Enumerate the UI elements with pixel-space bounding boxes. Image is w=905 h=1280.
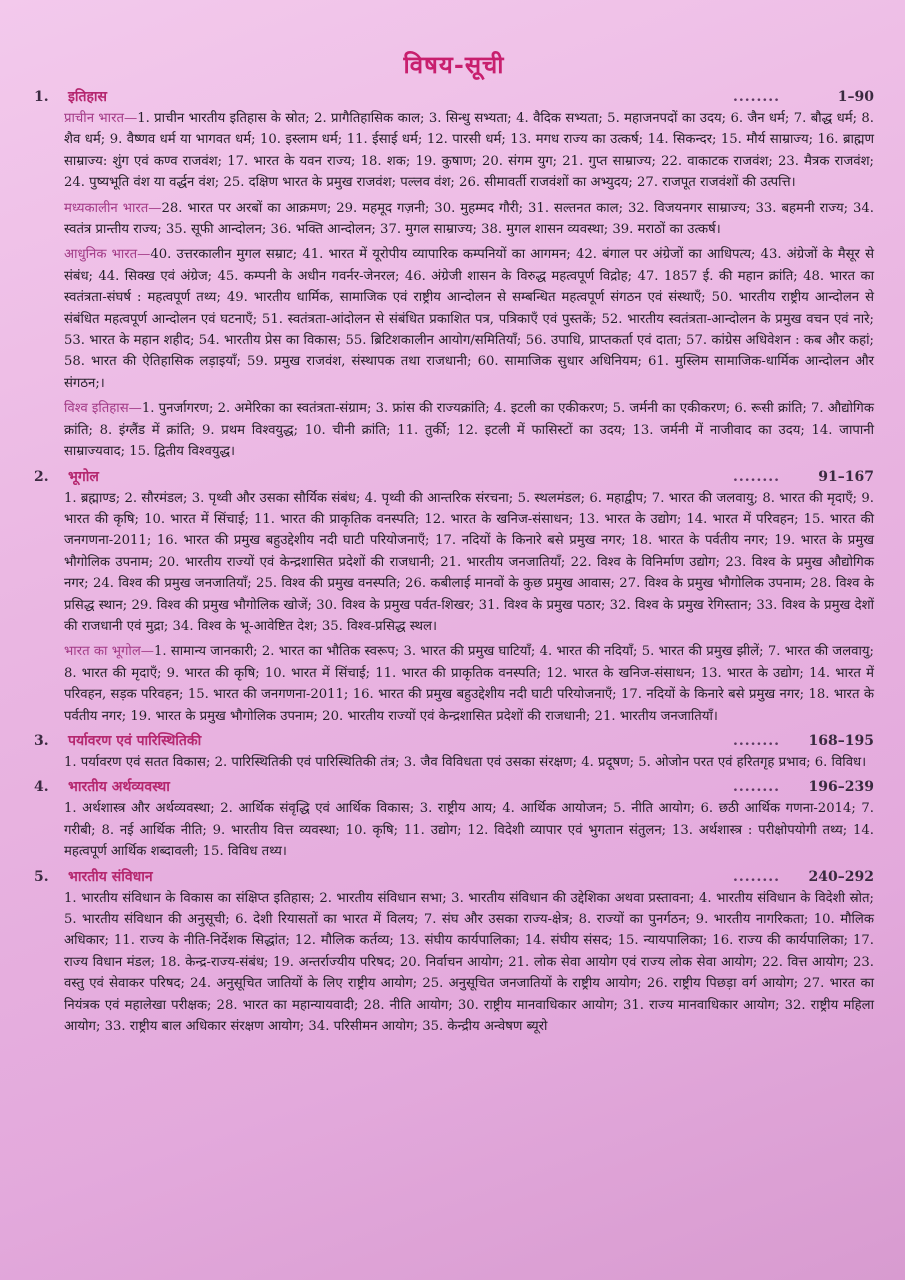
section-title: भारतीय अर्थव्यवस्था — [68, 779, 170, 796]
toc-section — [34, 87, 874, 463]
section-number: 3. — [34, 732, 49, 749]
toc-section — [34, 777, 874, 862]
subsection-heading: विश्व इतिहास— — [64, 401, 142, 417]
toc-section — [34, 467, 874, 727]
section-leader-dots: ........ — [733, 868, 780, 885]
topic-paragraph — [64, 198, 874, 241]
topic-paragraph — [64, 888, 874, 1038]
topic-paragraph — [64, 752, 874, 773]
section-heading[interactable] — [34, 777, 874, 796]
toc-page — [34, 48, 874, 1041]
subsection-heading: आधुनिक भारत— — [64, 247, 151, 263]
section-number: 5. — [34, 868, 49, 885]
topic-list-text: 1. पर्यावरण एवं सतत विकास; 2. पारिस्थितिकी एवं पारिस्थितिकी तंत्र; 3. जैव विविधता एवं उसका संरक्षण; 4. प्रदूषण; 5. ओजोन परत एवं हरितगृह प्रभाव; 6. विविध। — [64, 754, 867, 770]
subsection-heading: मध्यकालीन भारत— — [64, 200, 162, 216]
section-heading[interactable] — [34, 467, 874, 486]
section-leader-dots: ........ — [733, 89, 780, 105]
topic-list-text: 28. भारत पर अरबों का आक्रमण; 29. महमूद गज़नी; 30. मुहम्मद गौरी; 31. सल्तनत काल; 32. विजयनगर साम्राज्य; 33. बहमनी राज्य; 34. स्वतंत्र प्रान्तीय राज्य; 35. सूफी आन्दोलन; 36. भक्ति आन्दोलन; 37. मुगल साम्राज्य; 38. मुगल शासन व्यवस्था; 39. मराठों का उत्कर्ष। — [64, 200, 874, 238]
topic-paragraph — [64, 108, 874, 194]
topic-paragraph — [64, 488, 874, 638]
topic-list-text: 1. ब्रह्माण्ड; 2. सौरमंडल; 3. पृथ्वी और उसका सौर्यिक संबंध; 4. पृथ्वी की आन्तरिक संरचना; 5. स्थलमंडल; 6. महाद्वीप; 7. भारत की जलवायु; 8. भारत की मृदाएँ; 9. भारत की कृषि; 10. भारत में सिंचाई; 11. भारत की प्राकृतिक वनस्पति; 12. भारत के खनिज-संसाधन; 13. भारत के उद्योग; 14. भारत में परिवहन; 15. भारत की जनगणना-2011; 16. भारत की प्रमुख बहुउद्देशीय नदी घाटी परियोजनाएँ; 17. नदियों के किनारे बसे प्रमुख नगर; 18. भारत के पर्वतीय नगर; 19. भारत के प्रमुख भौगोलिक उपनाम; 20. भारतीय राज्यों एवं केन्द्रशासित प्रदेशों की राजधानी; 21. भारतीय जनजातियाँ; 22. विश्व के विनिर्माण उद्योग; 23. विश्व के प्रमुख औद्योगिक नगर; 24. विश्व की प्रमुख जनजातियाँ; 25. विश्व की प्रमुख वनस्पति; 26. कबीलाई मानवों के कुछ प्रमुख आवास; 27. विश्व के प्रमुख भौगोलिक उपनाम; 28. विश्व के प्रसिद्ध स्थान; 29. विश्व की प्रमुख भौगोलिक खोजें; 30. विश्व के प्रमुख पर्वत-शिखर; 31. विश्व के प्रमुख पठार; 32. विश्व के प्रमुख रेगिस्तान; 33. विश्व के प्रमुख देशों की राजधानी एवं मुद्रा; 34. विश्व के भू-आवेष्टित देश; 35. विश्व-प्रसिद्ध स्थल। — [64, 490, 874, 634]
topic-list-text: 1. पुनर्जागरण; 2. अमेरिका का स्वतंत्रता-संग्राम; 3. फ्रांस की राज्यक्रांति; 4. इटली का एकीकरण; 5. जर्मनी का एकीकरण; 6. रूसी क्रांति; 7. औद्योगिक क्रांति; 8. इंग्लैंड में क्रांति; 9. प्रथम विश्वयुद्ध; 10. चीनी क्रांति; 11. तुर्की; 12. इटली में फासिस्टों का उदय; 13. जर्मनी में नाजीवाद का उदय; 14. जापानी साम्राज्यवाद; 15. द्वितीय विश्वयुद्ध। — [64, 401, 874, 460]
section-title: भारतीय संविधान — [68, 868, 153, 885]
toc-section — [34, 867, 874, 1038]
section-number: 4. — [34, 779, 49, 796]
topic-paragraph — [64, 798, 874, 862]
section-title: भूगोल — [68, 468, 99, 485]
subsection-heading: प्राचीन भारत— — [64, 111, 138, 126]
section-leader-dots: ........ — [733, 732, 780, 749]
topic-list-text: 1. अर्थशास्त्र और अर्थव्यवस्था; 2. आर्थिक संवृद्धि एवं आर्थिक विकास; 3. राष्ट्रीय आय; 4. आर्थिक आयोजन; 5. नीति आयोग; 6. छठी आर्थिक गणना-2014; 7. गरीबी; 8. नई आर्थिक नीति; 9. भारतीय वित्त व्यवस्था; 10. कृषि; 11. उद्योग; 12. विदेशी व्यापार एवं भुगतान संतुलन; 13. अर्थशास्त्र : परीक्षोपयोगी तथ्य; 14. महत्वपूर्ण आर्थिक शब्दावली; 15. विविध तथ्य। — [64, 801, 874, 860]
section-heading[interactable] — [34, 867, 874, 886]
topic-list-text: 40. उत्तरकालीन मुगल सम्राट; 41. भारत में यूरोपीय व्यापारिक कम्पनियों का आगमन; 42. बंगाल पर अंग्रेजों का आधिपत्य; 43. अंग्रेजों के मैसूर से संबंध; 44. सिक्ख एवं अंग्रेज; 45. कम्पनी के अधीन गवर्नर-जेनरल; 46. अंग्रेजी शासन के विरुद्ध महत्वपूर्ण विद्रोह; 47. 1857 ई. की महान क्रांति; 48. भारत का स्वतंत्रता-संघर्ष : महत्वपूर्ण तथ्य; 49. भारतीय धार्मिक, सामाजिक एवं राष्ट्रीय आन्दोलन से सम्बन्धित महत्वपूर्ण संगठन एवं संस्थाएँ; 50. भारतीय राष्ट्रीय आन्दोलन से संबंधित महत्वपूर्ण आन्दोलन एवं घटनाएँ; 51. स्वतंत्रता-आंदोलन से संबंधित प्रकाशित पत्र, पत्रिकाएँ एवं पुस्तकें; 52. भारतीय स्वतंत्रता-आन्दोलन के प्रमुख वचन एवं नारे; 53. भारत के महान शहीद; 54. भारतीय प्रेस का विकास; 55. ब्रिटिशकालीन आयोग/समितियाँ; 56. उपाधि, प्राप्तकर्ता एवं दाता; 57. कांग्रेस अधिवेशन : कब और कहां; 58. भारत की ऐतिहासिक लड़ाइयाँ; 59. प्रमुख राजवंश, संस्थापक तथा राजधानी; 60. सामाजिक सुधार अधिनियम; 61. मुस्लिम सामाजिक-धार्मिक आन्दोलन और संगठन;। — [64, 247, 874, 391]
section-number: 2. — [34, 468, 49, 485]
section-page-range: 240–292 — [808, 868, 874, 885]
section-leader-dots: ........ — [733, 468, 780, 485]
section-page-range: 168–195 — [808, 732, 874, 749]
topic-paragraph — [64, 244, 874, 394]
topic-list-text: 1. भारतीय संविधान के विकास का संक्षिप्त इतिहास; 2. भारतीय संविधान सभा; 3. भारतीय संविधान की उद्देशिका अथवा प्रस्तावना; 4. भारतीय संविधान के विदेशी स्रोत; 5. भारतीय संविधान की अनुसूची; 6. देशी रियासतों का भारत में विलय; 7. संघ और उसका राज्य-क्षेत्र; 8. राज्यों का पुनर्गठन; 9. भारतीय नागरिकता; 10. मौलिक अधिकार; 11. राज्य के नीति-निर्देशक सिद्धांत; 12. मौलिक कर्तव्य; 13. संघीय कार्यपालिका; 14. संघीय संसद; 15. न्यायपालिका; 16. राज्य की कार्यपालिका; 17. राज्य विधान मंडल; 18. केन्द्र-राज्य-संबंध; 19. अन्तर्राज्यीय परिषद; 20. निर्वाचन आयोग; 21. लोक सेवा आयोग एवं राज्य लोक सेवा आयोग; 22. वित्त आयोग; 23. वस्तु एवं सेवाकर परिषद; 24. अनुसूचित जातियों के लिए राष्ट्रीय आयोग; 25. अनुसूचित जनजातियों के राष्ट्रीय आयोग; 26. राष्ट्रीय पिछड़ा वर्ग आयोग; 27. भारत का नियंत्रक एवं महालेखा परीक्षक; 28. भारत का महान्यायवादी; 28. नीति आयोग; 30. राष्ट्रीय मानवाधिकार आयोग; 31. राज्य मानवाधिकार आयोग; 32. राष्ट्रीय महिला आयोग; 33. राष्ट्रीय बाल अधिकार संरक्षण आयोग; 34. परिसीमन आयोग; 35. केन्द्रीय अन्वेषण ब्यूरो — [64, 890, 874, 1035]
section-title: इतिहास — [68, 89, 108, 105]
topic-paragraph — [64, 398, 874, 462]
toc-section — [34, 731, 874, 773]
section-heading[interactable] — [34, 731, 874, 750]
section-title: पर्यावरण एवं पारिस्थितिकी — [68, 732, 202, 749]
section-page-range: 91–167 — [818, 468, 874, 485]
section-page-range: 196–239 — [808, 779, 874, 796]
topic-list-text: 1. सामान्य जानकारी; 2. भारत का भौतिक स्वरूप; 3. भारत की प्रमुख घाटियाँ; 4. भारत की नदियाँ; 5. भारत की प्रमुख झीलें; 7. भारत की जलवायु; 8. भारत की मृदाएँ; 9. भारत की कृषि; 10. भारत में सिंचाई; 11. भारत की प्राकृतिक वनस्पति; 12. भारत के खनिज-संसाधन; 13. भारत के उद्योग; 14. भारत में परिवहन, सड़क परिवहन; 15. भारत की जनगणना-2011; 16. भारत की प्रमुख बहुउद्देशीय नदी घाटी परियोजनाएँ; 17. नदियों के किनारे बसे प्रमुख नगर; 18. भारत के पर्वतीय नगर; 19. भारत के प्रमुख भौगोलिक उपनाम; 20. भारतीय राज्यों एवं केन्द्रशासित प्रदेशों की राजधानी; 21. भारतीय जनजातियाँ। — [64, 644, 874, 724]
section-heading[interactable] — [34, 87, 874, 106]
topic-paragraph — [64, 641, 874, 727]
section-number: 1. — [34, 89, 49, 105]
toc-list — [34, 87, 874, 1037]
page-title: विषय-सूची — [403, 50, 505, 79]
topic-list-text: 1. प्राचीन भारतीय इतिहास के स्रोत; 2. प्रागैतिहासिक काल; 3. सिन्धु सभ्यता; 4. वैदिक सभ्यता; 5. महाजनपदों का उदय; 6. जैन धर्म; 7. बौद्ध धर्म; 8. शैव धर्म; 9. वैष्णव धर्म या भागवत धर्म; 10. इस्लाम धर्म; 11. ईसाई धर्म; 12. पारसी धर्म; 13. मगध राज्य का उत्कर्ष; 14. सिकन्दर; 15. मौर्य साम्राज्य; 16. ब्राह्मण साम्राज्य: शुंग एवं कण्व राजवंश; 17. भारत के यवन राज्य; 18. शक; 19. कुषाण; 20. संगम युग; 21. गुप्त साम्राज्य; 22. वाकाटक राजवंश; 23. मैत्रक राजवंश; 24. पुष्यभूति वंश या वर्द्धन वंश; 25. दक्षिण भारत के प्रमुख राजवंश; पल्लव वंश; 26. सीमावर्ती राजवंशों का अभ्युदय; 27. राजपूत राजवंशों की उत्पत्ति। — [64, 111, 874, 191]
subsection-heading: भारत का भूगोल— — [64, 644, 154, 660]
section-leader-dots: ........ — [733, 779, 780, 796]
section-page-range: 1–90 — [837, 89, 874, 105]
